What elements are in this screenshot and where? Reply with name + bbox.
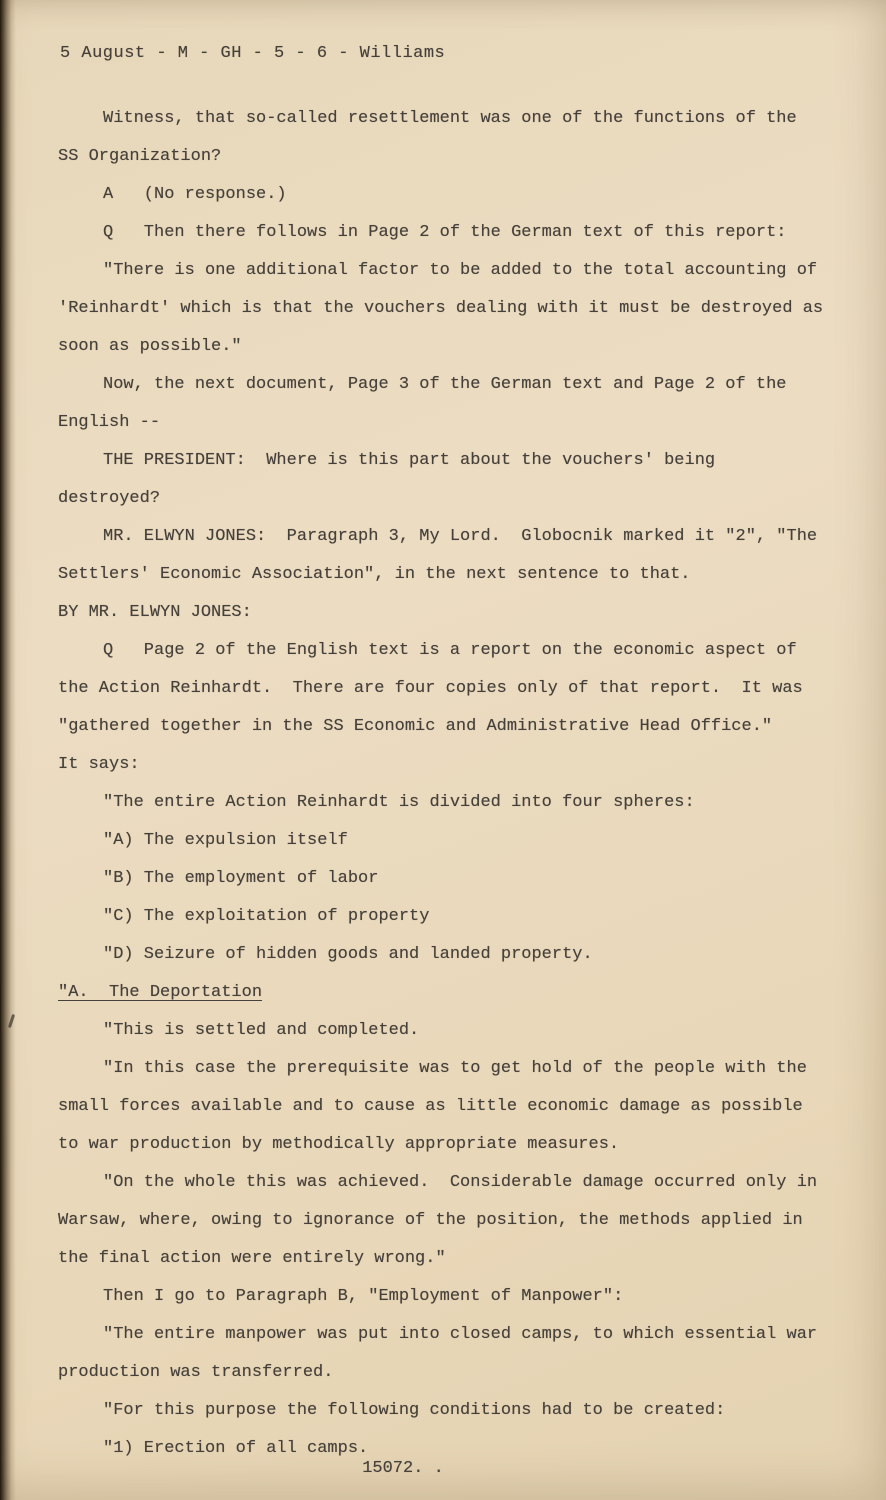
question-line: Q Then there follows in Page 2 of the German text of this report: (103, 223, 787, 242)
stray-ink-mark (8, 1014, 15, 1028)
quoted-paragraph: "On the whole this was achieved. Considerable damage occurred only in Warsaw, where, owing to ignorance of the position, the methods applied in the final action were entirely wrong." (58, 1173, 828, 1268)
counsel-statement: MR. ELWYN JONES: Paragraph 3, My Lord. Globocnik marked it "2", "The Settlers' Economic Association", in the next sentence to that. (58, 527, 828, 584)
section-heading: "A. The Deportation (58, 983, 263, 1002)
quoted-paragraph: "The entire Action Reinhardt is divided into four spheres: (103, 793, 695, 812)
transcript-paragraph: Then I go to Paragraph B, "Employment of Manpower": (103, 1287, 624, 1306)
list-item: "C) The exploitation of property (103, 907, 430, 926)
list-item: "D) Seizure of hidden goods and landed property. (103, 945, 593, 964)
president-statement: THE PRESIDENT: Where is this part about the vouchers' being destroyed? (58, 451, 726, 508)
list-item: "B) The employment of labor (103, 869, 379, 888)
quoted-paragraph: "For this purpose the following conditions had to be created: (103, 1401, 726, 1420)
quoted-paragraph: "There is one additional factor to be added to the total accounting of 'Reinhardt' which is that the vouchers dealing with it must be destroyed as soon as possible." (58, 261, 834, 356)
answer-line: A (No response.) (103, 185, 287, 204)
examination-heading: BY MR. ELWYN JONES: (58, 603, 252, 622)
quoted-paragraph: "The entire manpower was put into closed camps, to which essential war production was transferred. (58, 1325, 828, 1382)
transcript-paragraph: Now, the next document, Page 3 of the German text and Page 2 of the English -- (58, 375, 797, 432)
page-header: 5 August - M - GH - 5 - 6 - Williams (60, 44, 446, 63)
list-item: "A) The expulsion itself (103, 831, 348, 850)
transcript-paragraph: It says: (58, 755, 140, 774)
transcript-paragraph: Witness, that so-called resettlement was one of the functions of the SS Organization? (58, 109, 807, 166)
list-item: "1) Erection of all camps. (103, 1439, 369, 1458)
page-left-edge-shadow (0, 0, 16, 1500)
transcript-body (58, 100, 834, 1468)
question-line: Q Page 2 of the English text is a report on the economic aspect of the Action Reinhardt. There are four copies only of that report. It was "gathered together in the SS Economic and Administrative Head Office." (58, 641, 813, 736)
quoted-paragraph: "This is settled and completed. (103, 1021, 420, 1040)
quoted-paragraph: "In this case the prerequisite was to get hold of the people with the small forces available and to cause as little economic damage as possible to war production by methodically appropriate measures. (58, 1059, 818, 1154)
page-number: 15072. . (362, 1459, 444, 1478)
